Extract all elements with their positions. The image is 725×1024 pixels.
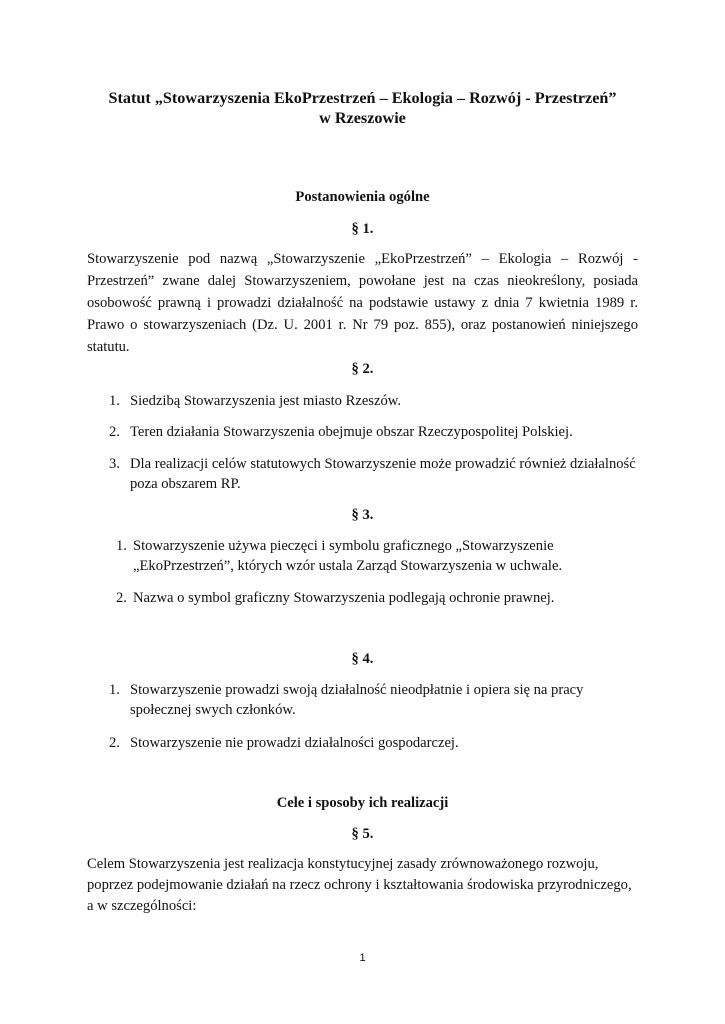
list-item-text-continued: poza obszarem RP.	[130, 476, 241, 492]
list-item-text-continued: „EkoPrzestrzeń”, których wzór ustala Zarząd Stowarzyszenia w uchwale.	[133, 558, 563, 574]
list-item-text: Stowarzyszenie prowadzi swoją działalność nieodpłatnie i opiera się na pracy	[130, 682, 584, 698]
page-number: 1	[359, 952, 366, 964]
list-item-number: 1.	[109, 682, 120, 698]
list-item-text: Siedzibą Stowarzyszenia jest miasto Rzeszów.	[130, 393, 401, 409]
list-item-number: 2.	[116, 590, 127, 606]
list-item-text: Nazwa o symbol graficzny Stowarzyszenia podlegają ochronie prawnej.	[133, 590, 555, 606]
list-item-number: 2.	[109, 735, 120, 751]
paragraph-5-line-1: Celem Stowarzyszenia jest realizacja konstytucyjnej zasady zrównoważonego rozwoju,	[87, 856, 599, 872]
section-heading-goals: Cele i sposoby ich realizacji	[276, 795, 449, 811]
list-item-text: Stowarzyszenie nie prowadzi działalności gospodarczej.	[130, 735, 459, 751]
list-item	[109, 453, 669, 497]
list-item	[116, 535, 656, 579]
list-item	[116, 587, 656, 609]
list-item-text: Dla realizacji celów statutowych Stowarzyszenie może prowadzić również działalność	[130, 456, 636, 472]
list-item	[109, 679, 649, 723]
list-item-text: Teren działania Stowarzyszenia obejmuje obszar Rzeczypospolitej Polskiej.	[130, 424, 573, 440]
list-item-number: 1.	[109, 393, 120, 409]
paragraph-5-line-2: poprzez podejmowanie działań na rzecz ochrony i kształtowania środowiska przyrodniczego,	[87, 877, 632, 893]
paragraph-1-text: Stowarzyszenie pod nazwą „Stowarzyszenie „EkoPrzestrzeń” – Ekologia – Rozwój - Przestrzeń” zwane dalej Stowarzyszeniem, powołane jest na czas nieokreślony, posiada osobowość prawną i prowadzi działalność na podstawie ustawy z dnia 7 kwietnia 1989 r. Prawo o stowarzyszeniach (Dz. U. 2001 r. Nr 79 poz. 855), oraz postanowień niniejszego statutu.	[87, 251, 638, 355]
list-item-number: 3.	[109, 456, 120, 472]
paragraph-mark-1: § 1.	[351, 221, 374, 237]
paragraph-mark-3: § 3.	[351, 507, 374, 523]
list-item-text: Stowarzyszenie używa pieczęci i symbolu graficznego „Stowarzyszenie	[133, 538, 554, 554]
list-item-number: 1.	[116, 538, 127, 554]
list-item-number: 2.	[109, 424, 120, 440]
paragraph-mark-2: § 2.	[351, 361, 374, 377]
document-title-line-1: Statut „Stowarzyszenia EkoPrzestrzeń – Ekologia – Rozwój - Przestrzeń”	[108, 89, 617, 107]
list-item	[109, 421, 649, 443]
list-item-text-continued: społecznej swych członków.	[130, 702, 296, 718]
section-heading-general-provisions: Postanowienia ogólne	[295, 189, 430, 205]
paragraph-5-line-3: a w szczególności:	[87, 898, 197, 914]
paragraph-mark-5: § 5.	[351, 826, 374, 842]
paragraph-mark-4: § 4.	[351, 651, 374, 667]
list-item	[109, 390, 649, 412]
list-item	[109, 732, 649, 754]
document-title-line-2: w Rzeszowie	[319, 109, 406, 127]
